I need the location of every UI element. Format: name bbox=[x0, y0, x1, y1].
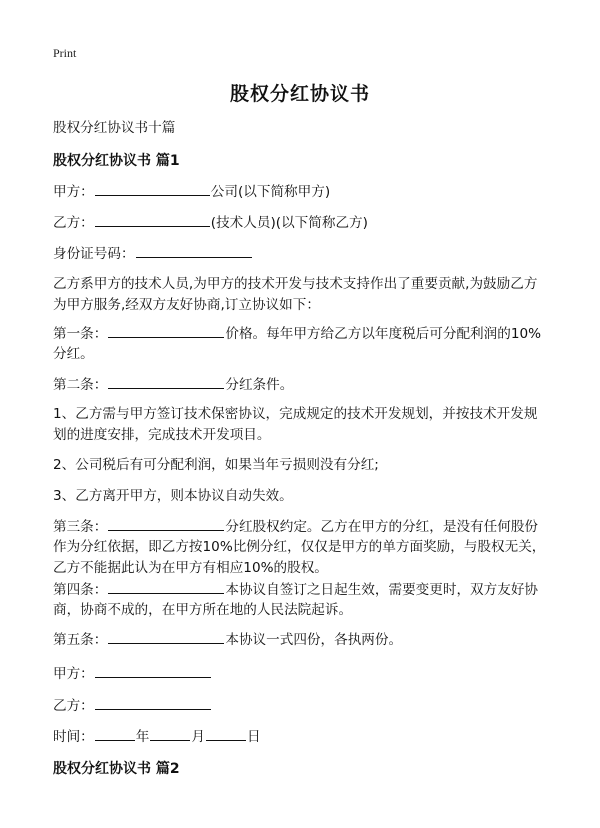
article-3-line-3: 乙方不能据此认为在甲方有相应10%的股权。 bbox=[53, 560, 328, 576]
intro-line-1: 乙方系甲方的技术人员,为甲方的技术开发与技术支持作出了重要贡献,为鼓励乙方 bbox=[53, 276, 538, 292]
article-1-label: 第一条： bbox=[53, 326, 108, 342]
signature-a-blank bbox=[95, 662, 211, 678]
party-b-blank bbox=[95, 211, 210, 227]
signature-b-blank bbox=[95, 694, 211, 710]
signature-b-line bbox=[53, 694, 553, 717]
document-title: 股权分红协议书 bbox=[229, 83, 370, 105]
party-a-line bbox=[53, 180, 553, 203]
condition-3: 3、乙方离开甲方，则本协议自动失效。 bbox=[53, 488, 293, 504]
article-4-text: 本协议自签订之日起生效，需要变更时，双方友好协 bbox=[225, 582, 539, 598]
year-label: 年 bbox=[135, 729, 150, 745]
article-5-label: 第五条： bbox=[53, 632, 108, 648]
article-1-blank bbox=[108, 322, 224, 338]
signature-b-label: 乙方： bbox=[53, 698, 94, 714]
party-a-suffix: 公司(以下简称甲方) bbox=[210, 184, 331, 200]
article-4-line-2: 商，协商不成的，在甲方所在地的人民法院起诉。 bbox=[53, 602, 353, 618]
print-link[interactable]: Print bbox=[53, 46, 77, 60]
section-heading-1: 股权分红协议书 篇1 bbox=[53, 153, 180, 169]
party-b-label: 乙方： bbox=[53, 215, 94, 231]
section-heading-2: 股权分红协议书 篇2 bbox=[53, 761, 180, 777]
condition-2: 2、公司税后有可分配利润，如果当年亏损则没有分红; bbox=[53, 457, 379, 473]
article-5-blank bbox=[108, 628, 224, 644]
month-blank bbox=[150, 725, 190, 741]
article-3-line-2: 作为分红依据，即乙方按10%比例分红，仅仅是甲方的单方面奖励，与股权无关， bbox=[53, 539, 546, 555]
article-1-line-2: 分红。 bbox=[53, 346, 94, 362]
signature-a-line bbox=[53, 662, 553, 685]
article-5-text: 本协议一式四份，各执两份。 bbox=[225, 632, 403, 648]
article-4-label: 第四条： bbox=[53, 582, 108, 598]
date-label: 时间： bbox=[53, 729, 94, 745]
article-5-line bbox=[53, 628, 553, 651]
article-1-text: 价格。每年甲方给乙方以年度税后可分配利润的10% bbox=[225, 326, 542, 342]
article-3-text: 分红股权约定。乙方在甲方的分红，是没有任何股份 bbox=[225, 519, 539, 535]
article-2-label: 第二条： bbox=[53, 377, 108, 393]
intro-line-2: 为甲方服务,经双方友好协商,订立协议如下： bbox=[53, 297, 320, 313]
condition-1-line-1: 1、乙方需与甲方签订技术保密协议，完成规定的技术开发规划，并按技术开发规 bbox=[53, 406, 538, 422]
article-3-label: 第三条： bbox=[53, 519, 108, 535]
party-a-blank bbox=[95, 180, 210, 196]
article-3-blank bbox=[108, 515, 224, 531]
id-blank bbox=[136, 242, 252, 258]
year-blank bbox=[95, 725, 135, 741]
article-2-text: 分红条件。 bbox=[225, 377, 294, 393]
party-b-line bbox=[53, 211, 553, 234]
document-subtitle: 股权分红协议书十篇 bbox=[53, 120, 176, 136]
article-2-blank bbox=[108, 373, 224, 389]
id-number-line bbox=[53, 242, 553, 265]
article-4-blank bbox=[108, 578, 224, 594]
party-b-suffix: (技术人员)(以下简称乙方) bbox=[210, 215, 368, 231]
signature-a-label: 甲方： bbox=[53, 666, 94, 682]
article-3-line bbox=[53, 515, 553, 538]
party-a-label: 甲方： bbox=[53, 184, 94, 200]
day-label: 日 bbox=[246, 729, 261, 745]
month-label: 月 bbox=[191, 729, 205, 745]
article-2-line bbox=[53, 373, 553, 396]
article-1-line bbox=[53, 322, 553, 345]
id-label: 身份证号码： bbox=[53, 246, 135, 262]
article-4-line bbox=[53, 578, 553, 601]
date-line bbox=[53, 725, 553, 748]
day-blank bbox=[206, 725, 246, 741]
condition-1-line-2: 划的进度安排，完成技术开发项目。 bbox=[53, 427, 271, 443]
